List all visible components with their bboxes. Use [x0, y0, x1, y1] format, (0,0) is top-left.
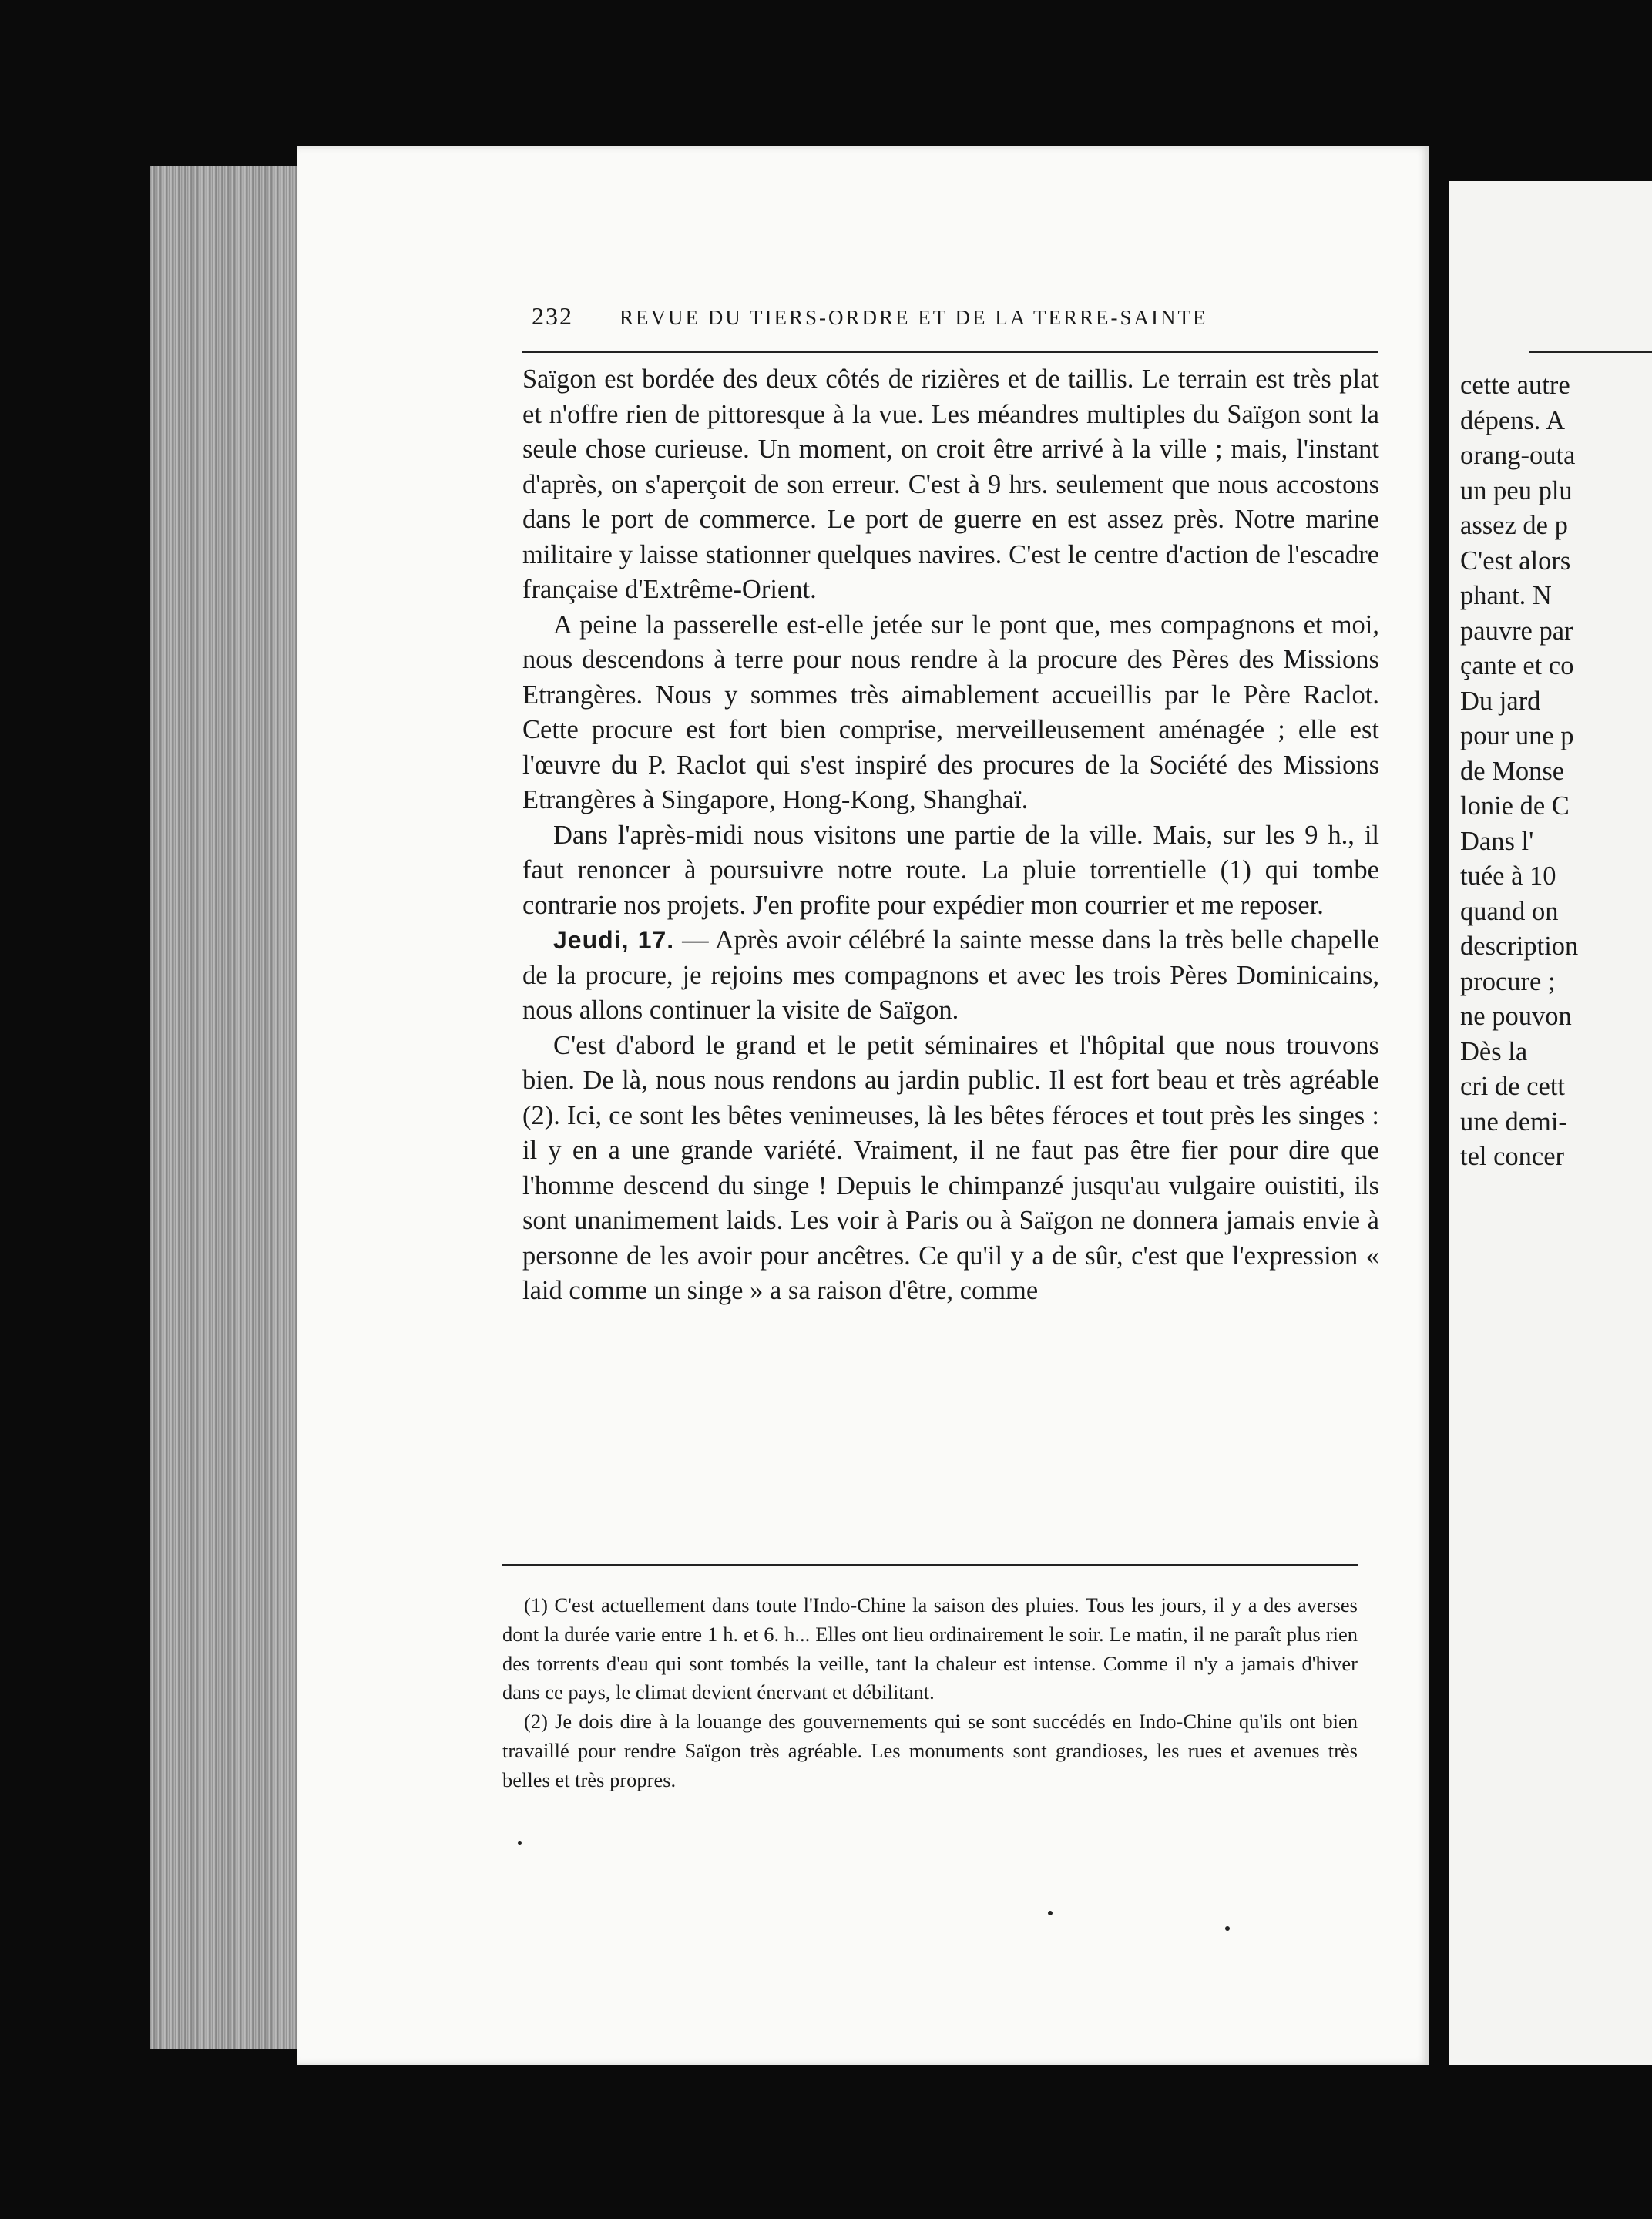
- right-line: cette autre: [1460, 371, 1570, 400]
- running-head: [532, 302, 1372, 331]
- dust-speck: [518, 1841, 522, 1845]
- paragraph-text: — Après avoir célébré la sainte messe dans la très belle chapelle de la procure, je rejoins mes compagnons et avec les trois Pères Dominicains, nous allons continuer la visite de Saïgon.: [522, 925, 1379, 1025]
- right-line: tuée à 10: [1460, 861, 1556, 891]
- right-line: une demi-: [1460, 1106, 1567, 1136]
- right-line: C'est alors: [1460, 546, 1571, 576]
- right-line: de Monse: [1460, 756, 1565, 786]
- right-page-text: [1460, 368, 1652, 1175]
- paragraph: C'est d'abord le grand et le petit séminaires et l'hôpital que nous trouvons bien. De là, nous nous rendons au jardin public. Il est fort beau et très agréable (2). Ici, ce sont les bêtes venimeuses, là les bêtes féroces et tout près les singes : il y en a une grande variété. Vraiment, il ne faut pas être fier pour dire que l'homme descend du singe ! Depuis le chimpanzé jusqu'au vulgaire ouistiti, ils sont unanimement laids. Les voir à Paris ou à Saïgon ne donnera jamais envie à personne de les avoir pour ancêtres. Ce qu'il y a de sûr, c'est que l'expression « laid comme un singe » a sa raison d'être, comme: [522, 1030, 1379, 1305]
- right-line: phant. N: [1460, 581, 1552, 610]
- right-line: pauvre par: [1460, 616, 1573, 646]
- header-rule: [522, 351, 1378, 353]
- right-line: Dans l': [1460, 826, 1534, 856]
- right-line: lonie de C: [1460, 791, 1570, 821]
- right-line: dépens. A: [1460, 405, 1566, 435]
- right-line: description: [1460, 932, 1579, 961]
- footnotes: [502, 1591, 1358, 1795]
- footnote-2: (2) Je dois dire à la louange des gouvernements qui se sont succédés en Indo-Chine qu'ils ont bien travaillé pour rendre Saïgon très agréable. Les monuments sont grandioses, les rues et avenues très belles et très propres.: [502, 1710, 1358, 1791]
- dust-speck: [1225, 1926, 1230, 1931]
- right-line: ne pouvon: [1460, 1002, 1572, 1031]
- right-line: Dès la: [1460, 1036, 1528, 1066]
- right-line: assez de p: [1460, 511, 1568, 540]
- right-line: procure ;: [1460, 966, 1556, 996]
- paragraph: Saïgon est bordée des deux côtés de rizières et de taillis. Le terrain est très plat et n'offre rien de pittoresque à la vue. Les méandres multiples du Saïgon sont la seule chose curieuse. Un moment, on croit être arrivé à la ville ; mais, l'instant d'après, on s'aperçoit de son erreur. C'est à 9 hrs. seulement que nous accostons dans le port de commerce. Le port de guerre en est assez près. Notre marine militaire y laisse stationner quelques navires. C'est le centre d'action de l'escadre française d'Extrême-Orient.: [522, 364, 1379, 604]
- paragraph: Dans l'après-midi nous visitons une partie de la ville. Mais, sur les 9 h., il faut renoncer à poursuivre notre route. La pluie torrentielle (1) qui tombe contrarie nos projets. J'en profite pour expédier mon courrier et me reposer.: [522, 820, 1379, 920]
- right-line: tel concer: [1460, 1142, 1565, 1171]
- footnote-rule: [502, 1564, 1358, 1566]
- footnote-1: (1) C'est actuellement dans toute l'Indo-Chine la saison des pluies. Tous les jours, il y a des averses dont la durée varie entre 1 h. et 6. h... Elles ont lieu ordinairement le soir. Le matin, il ne paraît plus rien des torrents d'eau qui sont tombés la veille, tant la chaleur est intense. Comme il n'y a jamais d'hiver dans ce pays, le climat devient énervant et débilitant.: [502, 1593, 1358, 1704]
- right-line: un peu plu: [1460, 475, 1573, 505]
- page-number: 232: [532, 302, 573, 330]
- paragraph: A peine la passerelle est-elle jetée sur le pont que, mes compagnons et moi, nous descendons à terre pour nous rendre à la procure des Pères des Missions Etrangères. Nous y sommes très aimablement accueillis par le Père Raclot. Cette procure est fort bien comprise, merveilleusement aménagée ; elle est l'œuvre du P. Raclot qui s'est inspiré des procures de la Société des Missions Etrangères à Singapore, Hong-Kong, Shanghaï.: [522, 609, 1379, 814]
- right-line: Du jard: [1460, 686, 1541, 716]
- right-page-rule: [1529, 351, 1652, 353]
- paragraph-dated: [522, 923, 1379, 1029]
- right-line: pour une p: [1460, 721, 1574, 750]
- day-label: Jeudi, 17.: [553, 926, 675, 954]
- right-line: orang-outa: [1460, 441, 1576, 470]
- running-head-title: REVUE DU TIERS-ORDRE ET DE LA TERRE-SAINTE: [620, 306, 1208, 329]
- right-line: cri de cett: [1460, 1072, 1565, 1101]
- right-line: çante et co: [1460, 651, 1574, 680]
- dust-speck: [1048, 1911, 1053, 1915]
- main-text: [522, 362, 1379, 1309]
- right-line: quand on: [1460, 896, 1559, 926]
